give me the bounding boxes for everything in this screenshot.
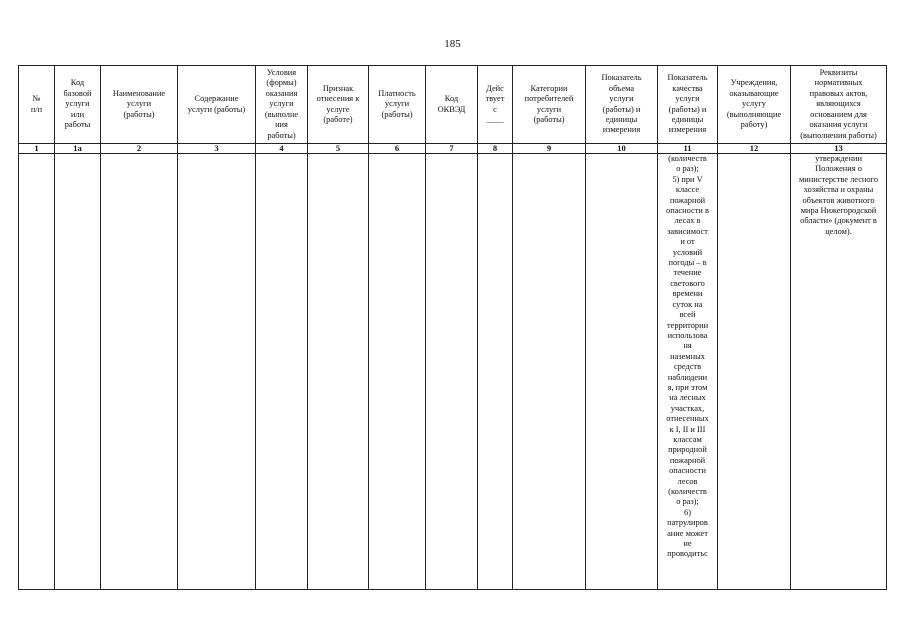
empty-cell (178, 154, 256, 590)
header-cell: Условия (формы) оказания услуги (выполне ния работы) (256, 66, 308, 144)
header-cell: № п/п (19, 66, 55, 144)
column-number: 13 (791, 144, 887, 154)
empty-cell (19, 154, 55, 590)
header-cell: Показатель качества услуги (работы) и единицы измерения (658, 66, 718, 144)
header-cell: Показатель объема услуги (работы) и единицы измерения (586, 66, 658, 144)
column-number: 6 (369, 144, 426, 154)
header-cell: Признак отнесения к услуге (работе) (308, 66, 369, 144)
quality-indicator-cell: (количеств о раз); 5) при V классе пожарной опасности в лесах в зависимост и от условий погоды – в течение светового времени суток на всей территории использова ня наземных средств наблюдени я, при этом на лесных участках, отнесенных к I, II и III классам природной пожарной опасности лесов (количеств о раз); 6) патрулиров ание может не проводитьс (658, 154, 718, 590)
column-number: 11 (658, 144, 718, 154)
header-cell: Наименование услуги (работы) (101, 66, 178, 144)
header-cell: Содержание услуги (работы) (178, 66, 256, 144)
empty-cell (718, 154, 791, 590)
table-row (19, 154, 887, 590)
column-number: 8 (478, 144, 513, 154)
header-cell: Дейс твует с ____ (478, 66, 513, 144)
column-number: 7 (426, 144, 478, 154)
header-cell: Категории потребителей услуги (работы) (513, 66, 586, 144)
header-cell: Реквизиты нормативных правовых актов, являющихся основанием для оказания услуги (выполнения работы) (791, 66, 887, 144)
header-row (19, 66, 887, 144)
header-cell: Платность услуги (работы) (369, 66, 426, 144)
header-cell: Код ОКВЭД (426, 66, 478, 144)
column-number: 1а (55, 144, 101, 154)
empty-cell (256, 154, 308, 590)
column-number: 1 (19, 144, 55, 154)
empty-cell (369, 154, 426, 590)
empty-cell (308, 154, 369, 590)
header-cell: Учреждения, оказывающие услугу (выполняющие работу) (718, 66, 791, 144)
column-number-row (19, 144, 887, 154)
empty-cell (478, 154, 513, 590)
page-number: 185 (444, 38, 461, 50)
empty-cell (55, 154, 101, 590)
legal-acts-cell: утверждении Положения о министерстве лесного хозяйства и охраны объектов животного мира Нижегородской области» (документ в целом). (791, 154, 887, 590)
empty-cell (426, 154, 478, 590)
header-cell: Код базовой услуги или работы (55, 66, 101, 144)
column-number: 9 (513, 144, 586, 154)
empty-cell (513, 154, 586, 590)
column-number: 12 (718, 144, 791, 154)
column-number: 5 (308, 144, 369, 154)
empty-cell (101, 154, 178, 590)
empty-cell (586, 154, 658, 590)
column-number: 4 (256, 144, 308, 154)
column-number: 10 (586, 144, 658, 154)
column-number: 3 (178, 144, 256, 154)
column-number: 2 (101, 144, 178, 154)
services-registry-table (18, 65, 887, 590)
